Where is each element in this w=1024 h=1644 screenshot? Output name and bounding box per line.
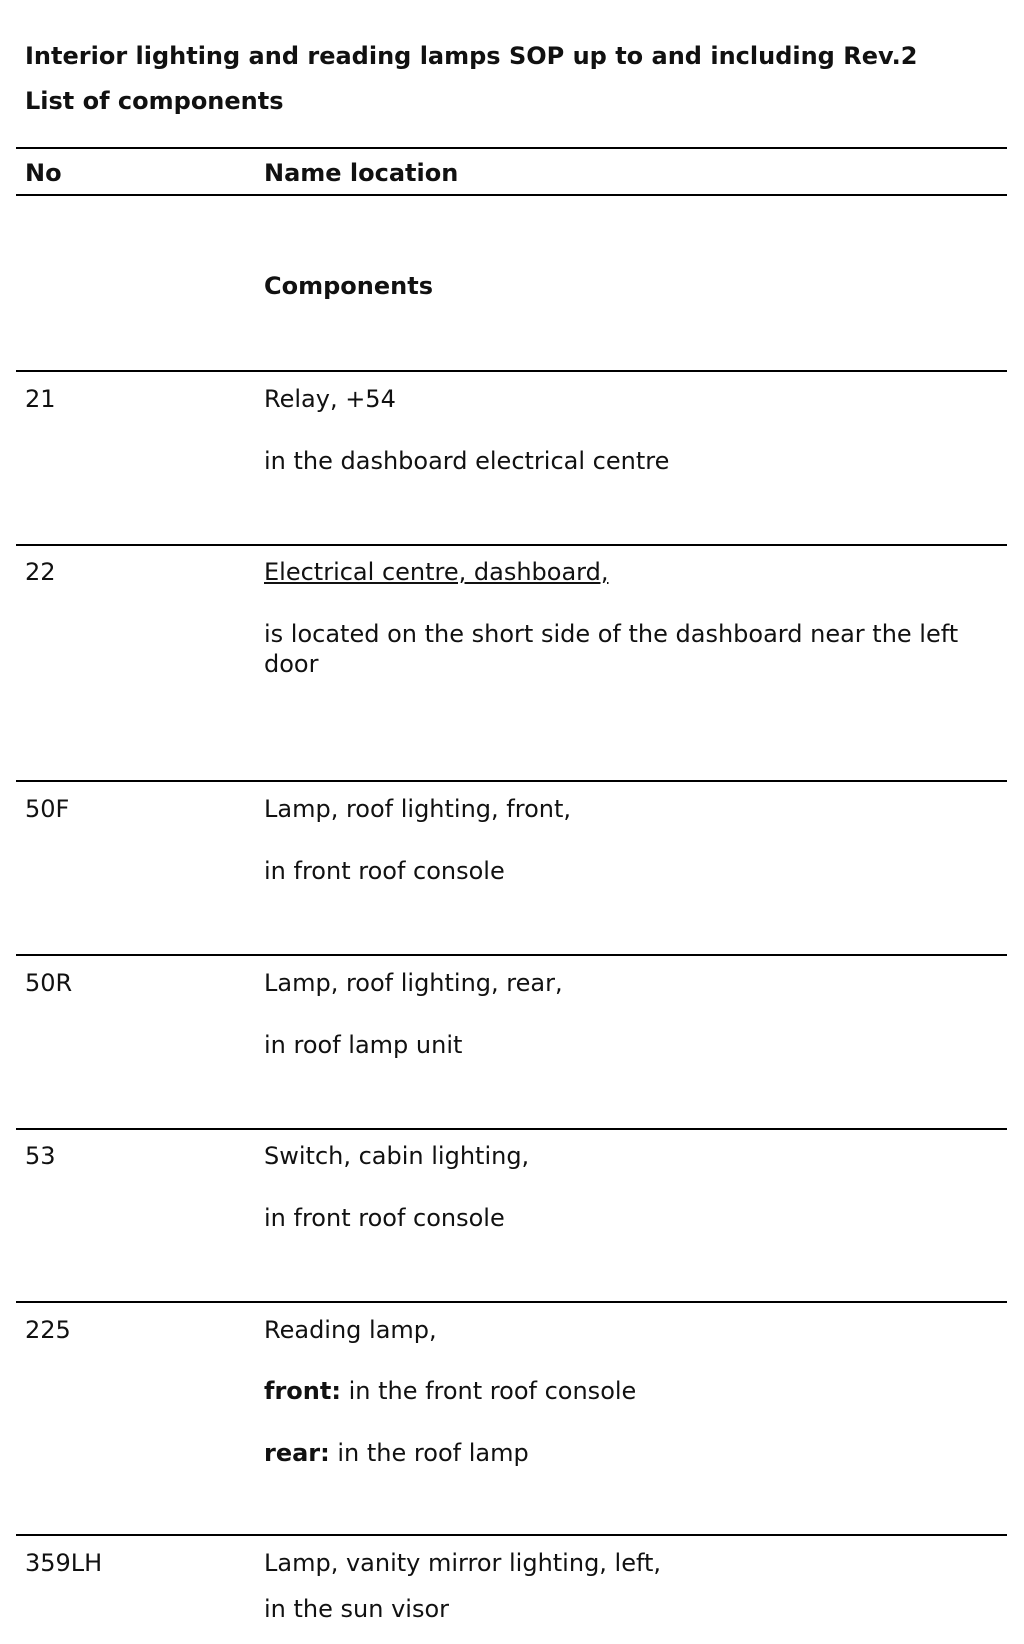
row-name: Switch, cabin lighting, (264, 1142, 530, 1170)
row-divider (16, 780, 1007, 782)
front-text: in the front roof console (348, 1377, 637, 1405)
row-divider (16, 1534, 1007, 1536)
column-header-name-location: Name location (264, 159, 459, 187)
row-location: in front roof console (264, 1204, 505, 1232)
row-location: in the dashboard electrical centre (264, 447, 670, 475)
section-label-components: Components (264, 272, 433, 300)
row-divider (16, 370, 1007, 372)
row-location: in the sun visor (264, 1595, 450, 1623)
row-location: in front roof console (264, 857, 505, 885)
column-header-no: No (25, 159, 62, 187)
row-number: 22 (25, 558, 56, 586)
row-divider (16, 1128, 1007, 1130)
row-divider (16, 954, 1007, 956)
row-name: Lamp, roof lighting, rear, (264, 969, 563, 997)
row-divider (16, 544, 1007, 546)
front-label: front: (264, 1377, 341, 1405)
row-name-link[interactable]: Electrical centre, dashboard, (264, 558, 609, 586)
row-divider (16, 1301, 1007, 1303)
rear-label: rear: (264, 1439, 330, 1467)
row-number: 50F (25, 795, 70, 823)
row-number: 225 (25, 1316, 71, 1344)
table-top-rule (16, 147, 1007, 149)
document-title: Interior lighting and reading lamps SOP up to and including Rev.2 (25, 42, 918, 70)
row-number: 53 (25, 1142, 56, 1170)
row-number: 50R (25, 969, 73, 997)
row-name: Reading lamp, (264, 1316, 437, 1344)
row-location-front (264, 1376, 1004, 1406)
row-name: Lamp, roof lighting, front, (264, 795, 572, 823)
document-subtitle: List of components (25, 87, 284, 115)
row-location: is located on the short side of the dashboard near the left door (264, 620, 959, 678)
row-location-rear (264, 1438, 1004, 1468)
row-number: 359LH (25, 1549, 103, 1577)
row-number: 21 (25, 385, 56, 413)
table-header-rule (16, 194, 1007, 196)
row-name: Relay, +54 (264, 385, 396, 413)
rear-text: in the roof lamp (337, 1439, 529, 1467)
row-location: in roof lamp unit (264, 1031, 463, 1059)
row-name: Lamp, vanity mirror lighting, left, (264, 1549, 662, 1577)
